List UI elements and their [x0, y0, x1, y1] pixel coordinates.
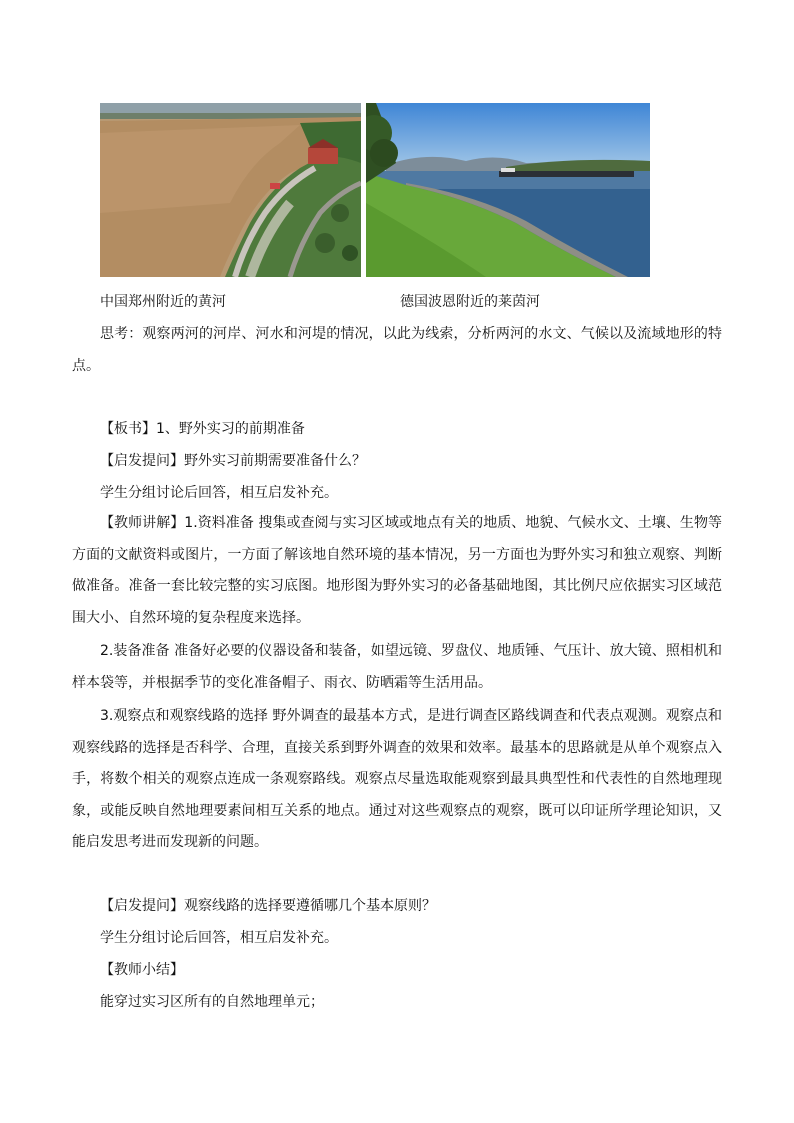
question-1: 【启发提问】野外实习前期需要准备什么？ [100, 453, 366, 469]
route-selection-paragraph: 3.观察点和观察线路的选择 野外调查的最基本方式，是进行调查区路线调查和代表点观测。观察点和观察线路的选择是否科学、合理，直接关系到野外调查的效果和效率。最基本的思路就是从单个观察点入手，将数个相关的观察点连成一条观察路线。观察点尽量选取能观察到最具典型性和代表性的自然地理现象，或能反映自然地理要素间相互关系的地点。通过对这些观察点的观察，既可以印证所学理论知识，又能启发思考进而发现新的问题。 [72, 708, 722, 850]
yellow-river-photo [100, 103, 361, 277]
rhine-river-photo [366, 103, 650, 277]
summary-item-1: 能穿过实习区所有的自然地理单元； [100, 994, 324, 1010]
answer-2: 学生分组讨论后回答，相互启发补充。 [100, 930, 338, 946]
yellow-river-caption: 中国郑州附近的黄河 [100, 294, 226, 310]
summary-heading: 【教师小结】 [100, 962, 184, 978]
rhine-river-caption: 德国波恩附近的莱茵河 [400, 294, 540, 310]
answer-1: 学生分组讨论后回答，相互启发补充。 [100, 485, 338, 501]
board-heading: 【板书】1、野外实习的前期准备 [100, 421, 305, 437]
think-paragraph: 思考：观察两河的河岸、河水和河堤的情况，以此为线索，分析两河的水文、气候以及流域地形的特点。 [72, 326, 722, 374]
question-2: 【启发提问】观察线路的选择要遵循哪几个基本原则？ [100, 898, 436, 914]
equipment-paragraph: 2.装备准备 准备好必要的仪器设备和装备，如望远镜、罗盘仪、地质锤、气压计、放大镜、照相机和样本袋等，并根据季节的变化准备帽子、雨衣、防晒霜等生活用品。 [72, 643, 722, 691]
teacher-explanation: 【教师讲解】1.资料准备 搜集或查阅与实习区域或地点有关的地质、地貌、气候水文、土壤、生物等方面的文献资料或图片，一方面了解该地自然环境的基本情况，另一方面也为野外实习和独立观察、判断做准备。准备一套比较完整的实习底图。地形图为野外实习的必备基础地图，其比例尺应依据实习区域范围大小、自然环境的复杂程度来选择。 [72, 515, 722, 626]
